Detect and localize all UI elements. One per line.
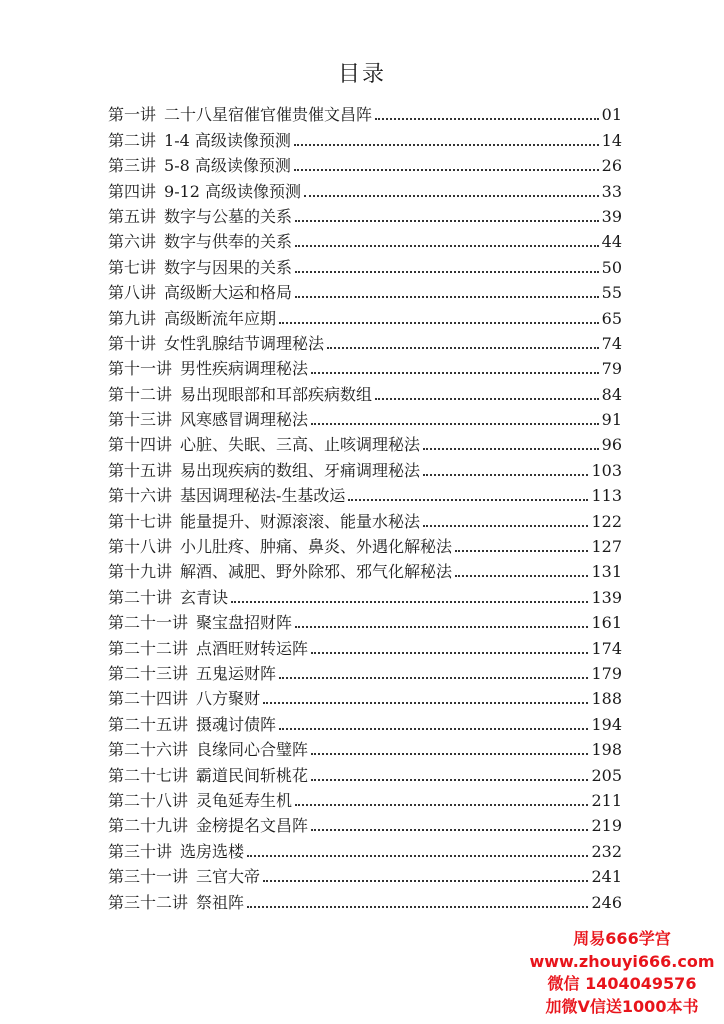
toc-lecture-number: 第十二讲 bbox=[108, 384, 173, 404]
toc-item bbox=[108, 455, 622, 480]
toc-item bbox=[108, 329, 622, 354]
toc-item bbox=[108, 862, 622, 887]
toc-dot-leader bbox=[247, 906, 588, 908]
toc-page-number: 01 bbox=[601, 105, 622, 125]
toc-dot-leader bbox=[231, 601, 588, 603]
toc-item bbox=[108, 202, 622, 227]
toc-item bbox=[108, 582, 622, 607]
toc-page-number: 246 bbox=[591, 892, 622, 912]
toc-page-number: 84 bbox=[601, 384, 622, 404]
toc-topic: 易出现眼部和耳部疾病数组 bbox=[180, 384, 373, 404]
toc-dot-leader bbox=[311, 652, 588, 654]
toc-item bbox=[108, 430, 622, 455]
toc-topic: 心脏、失眠、三高、止咳调理秘法 bbox=[180, 435, 421, 455]
toc-lecture-number: 第十一讲 bbox=[108, 359, 173, 379]
watermark-line-offer: 加微V信送1000本书 bbox=[545, 996, 699, 1016]
toc-item bbox=[108, 252, 622, 277]
toc-dot-leader bbox=[375, 118, 599, 120]
toc-dot-leader bbox=[327, 347, 599, 349]
toc-dot-leader bbox=[295, 271, 599, 273]
toc-item bbox=[108, 176, 622, 201]
page-title: 目录 bbox=[337, 62, 386, 87]
watermark bbox=[520, 928, 724, 1018]
toc-lecture-number: 第二十八讲 bbox=[108, 790, 189, 810]
toc-item bbox=[108, 735, 622, 760]
toc-dot-leader bbox=[304, 195, 599, 197]
toc-dot-leader bbox=[279, 728, 588, 730]
toc-lecture-number: 第十七讲 bbox=[108, 511, 173, 531]
toc-dot-leader bbox=[423, 525, 588, 527]
toc-page-number: 161 bbox=[591, 613, 622, 633]
toc-dot-leader bbox=[311, 779, 588, 781]
toc-topic: 易出现疾病的数组、牙痛调理秘法 bbox=[180, 460, 421, 480]
toc-lecture-number: 第九讲 bbox=[108, 308, 157, 328]
toc-lecture-number: 第八讲 bbox=[108, 283, 157, 303]
toc-lecture-number: 第三十讲 bbox=[108, 841, 173, 861]
toc-item bbox=[108, 709, 622, 734]
toc-topic: 5-8 高级读像预测 bbox=[164, 156, 291, 176]
toc-topic: 五鬼运财阵 bbox=[196, 663, 277, 683]
toc-item bbox=[108, 303, 622, 328]
toc-page-number: 65 bbox=[601, 308, 622, 328]
toc-lecture-number: 第二十二讲 bbox=[108, 638, 189, 658]
toc-page-number: 44 bbox=[601, 232, 622, 252]
toc-dot-leader bbox=[423, 448, 599, 450]
toc-lecture-number: 第十三讲 bbox=[108, 410, 173, 430]
toc-page-number: 91 bbox=[601, 410, 622, 430]
toc-item bbox=[108, 100, 622, 125]
toc-lecture-number: 第三讲 bbox=[108, 156, 157, 176]
toc-topic: 摄魂讨债阵 bbox=[196, 714, 277, 734]
toc-topic: 聚宝盘招财阵 bbox=[196, 613, 293, 633]
toc-lecture-number: 第十九讲 bbox=[108, 562, 173, 582]
toc-topic: 风寒感冒调理秘法 bbox=[180, 410, 309, 430]
toc-page-number: 219 bbox=[591, 816, 622, 836]
toc-item bbox=[108, 379, 622, 404]
toc-item bbox=[108, 481, 622, 506]
toc-topic: 数字与公墓的关系 bbox=[164, 206, 293, 226]
toc-dot-leader bbox=[294, 169, 599, 171]
toc-lecture-number: 第二十五讲 bbox=[108, 714, 189, 734]
toc-dot-leader bbox=[295, 220, 599, 222]
toc-dot-leader bbox=[279, 322, 599, 324]
toc-topic: 八方聚财 bbox=[196, 689, 261, 709]
toc-lecture-number: 第二十七讲 bbox=[108, 765, 189, 785]
toc-dot-leader bbox=[295, 296, 599, 298]
toc-page-number: 96 bbox=[601, 435, 622, 455]
toc-page-number: 127 bbox=[591, 537, 622, 557]
toc-dot-leader bbox=[423, 474, 588, 476]
table-of-contents bbox=[108, 100, 622, 913]
toc-page-number: 205 bbox=[591, 765, 622, 785]
toc-dot-leader bbox=[279, 677, 588, 679]
toc-item bbox=[108, 506, 622, 531]
toc-lecture-number: 第十六讲 bbox=[108, 486, 173, 506]
toc-lecture-number: 第一讲 bbox=[108, 105, 157, 125]
toc-lecture-number: 第十五讲 bbox=[108, 460, 173, 480]
toc-item bbox=[108, 278, 622, 303]
toc-lecture-number: 第二十六讲 bbox=[108, 740, 189, 760]
toc-lecture-number: 第三十一讲 bbox=[108, 867, 189, 887]
toc-page-number: 179 bbox=[591, 663, 622, 683]
toc-page-number: 122 bbox=[591, 511, 622, 531]
toc-item bbox=[108, 608, 622, 633]
toc-item bbox=[108, 659, 622, 684]
toc-page-number: 194 bbox=[591, 714, 622, 734]
toc-topic: 高级断流年应期 bbox=[164, 308, 277, 328]
toc-page-number: 174 bbox=[591, 638, 622, 658]
toc-page-number: 188 bbox=[591, 689, 622, 709]
toc-page-number: 14 bbox=[601, 130, 622, 150]
toc-page-number: 241 bbox=[591, 867, 622, 887]
toc-page-number: 232 bbox=[591, 841, 622, 861]
toc-dot-leader bbox=[295, 245, 599, 247]
toc-item bbox=[108, 684, 622, 709]
toc-topic: 数字与因果的关系 bbox=[164, 257, 293, 277]
toc-topic: 男性疾病调理秘法 bbox=[180, 359, 309, 379]
toc-item bbox=[108, 836, 622, 861]
toc-topic: 二十八星宿催官催贵催文昌阵 bbox=[164, 105, 373, 125]
toc-lecture-number: 第六讲 bbox=[108, 232, 157, 252]
toc-item bbox=[108, 811, 622, 836]
toc-page-number: 55 bbox=[601, 283, 622, 303]
toc-lecture-number: 第二十九讲 bbox=[108, 816, 189, 836]
toc-item bbox=[108, 227, 622, 252]
toc-lecture-number: 第二讲 bbox=[108, 130, 157, 150]
toc-topic: 高级断大运和格局 bbox=[164, 283, 293, 303]
toc-page-number: 211 bbox=[591, 790, 622, 810]
toc-topic: 9-12 高级读像预测 bbox=[164, 181, 302, 201]
toc-item bbox=[108, 760, 622, 785]
toc-page-number: 103 bbox=[591, 460, 622, 480]
toc-dot-leader bbox=[455, 575, 588, 577]
toc-topic: 玄青诀 bbox=[180, 587, 229, 607]
toc-item bbox=[108, 786, 622, 811]
toc-dot-leader bbox=[311, 372, 599, 374]
toc-lecture-number: 第五讲 bbox=[108, 206, 157, 226]
toc-page-number: 50 bbox=[601, 257, 622, 277]
toc-dot-leader bbox=[455, 550, 588, 552]
toc-dot-leader bbox=[311, 753, 588, 755]
toc-topic: 数字与供奉的关系 bbox=[164, 232, 293, 252]
toc-item bbox=[108, 151, 622, 176]
toc-dot-leader bbox=[295, 626, 588, 628]
toc-page-number: 139 bbox=[591, 587, 622, 607]
toc-topic: 三官大帝 bbox=[196, 867, 261, 887]
toc-topic: 女性乳腺结节调理秘法 bbox=[164, 333, 325, 353]
toc-dot-leader bbox=[263, 880, 588, 882]
toc-topic: 霸道民间斩桃花 bbox=[196, 765, 309, 785]
toc-lecture-number: 第三十二讲 bbox=[108, 892, 189, 912]
toc-dot-leader bbox=[348, 499, 588, 501]
toc-dot-leader bbox=[263, 702, 588, 704]
toc-topic: 祭祖阵 bbox=[196, 892, 245, 912]
toc-topic: 点酒旺财转运阵 bbox=[196, 638, 309, 658]
toc-topic: 灵龟延寿生机 bbox=[196, 790, 293, 810]
toc-topic: 能量提升、财源滚滚、能量水秘法 bbox=[180, 511, 421, 531]
toc-topic: 良缘同心合璧阵 bbox=[196, 740, 309, 760]
toc-page-number: 79 bbox=[601, 359, 622, 379]
toc-lecture-number: 第十讲 bbox=[108, 333, 157, 353]
toc-dot-leader bbox=[375, 398, 599, 400]
toc-dot-leader bbox=[311, 423, 599, 425]
toc-topic: 选房选楼 bbox=[180, 841, 245, 861]
toc-topic: 金榜提名文昌阵 bbox=[196, 816, 309, 836]
toc-page-number: 33 bbox=[601, 181, 622, 201]
toc-lecture-number: 第二十三讲 bbox=[108, 663, 189, 683]
toc-lecture-number: 第十四讲 bbox=[108, 435, 173, 455]
toc-page-number: 39 bbox=[601, 206, 622, 226]
toc-page-number: 131 bbox=[591, 562, 622, 582]
toc-item bbox=[108, 532, 622, 557]
toc-page-number: 26 bbox=[601, 156, 622, 176]
toc-dot-leader bbox=[311, 829, 588, 831]
toc-topic: 小儿肚疼、肿痛、鼻炎、外遇化解秘法 bbox=[180, 537, 453, 557]
watermark-line-brand: 周易666学宫 bbox=[573, 929, 671, 948]
watermark-line-website: www.zhouyi666.com bbox=[529, 951, 715, 971]
toc-topic: 1-4 高级读像预测 bbox=[164, 130, 291, 150]
toc-item bbox=[108, 557, 622, 582]
toc-dot-leader bbox=[247, 855, 588, 857]
toc-item bbox=[108, 887, 622, 912]
toc-topic: 基因调理秘法-生基改运 bbox=[180, 486, 346, 506]
toc-topic: 解酒、减肥、野外除邪、邪气化解秘法 bbox=[180, 562, 453, 582]
toc-lecture-number: 第四讲 bbox=[108, 181, 157, 201]
toc-dot-leader bbox=[295, 804, 588, 806]
toc-page-number: 113 bbox=[591, 486, 622, 506]
toc-lecture-number: 第二十讲 bbox=[108, 587, 173, 607]
watermark-line-wechat: 微信 1404049576 bbox=[547, 974, 697, 993]
toc-page-number: 198 bbox=[591, 740, 622, 760]
toc-item bbox=[108, 354, 622, 379]
toc-dot-leader bbox=[294, 144, 599, 146]
toc-lecture-number: 第二十四讲 bbox=[108, 689, 189, 709]
toc-item bbox=[108, 405, 622, 430]
toc-lecture-number: 第十八讲 bbox=[108, 537, 173, 557]
toc-lecture-number: 第七讲 bbox=[108, 257, 157, 277]
toc-item bbox=[108, 633, 622, 658]
toc-item bbox=[108, 125, 622, 150]
toc-lecture-number: 第二十一讲 bbox=[108, 613, 189, 633]
toc-page-number: 74 bbox=[601, 333, 622, 353]
